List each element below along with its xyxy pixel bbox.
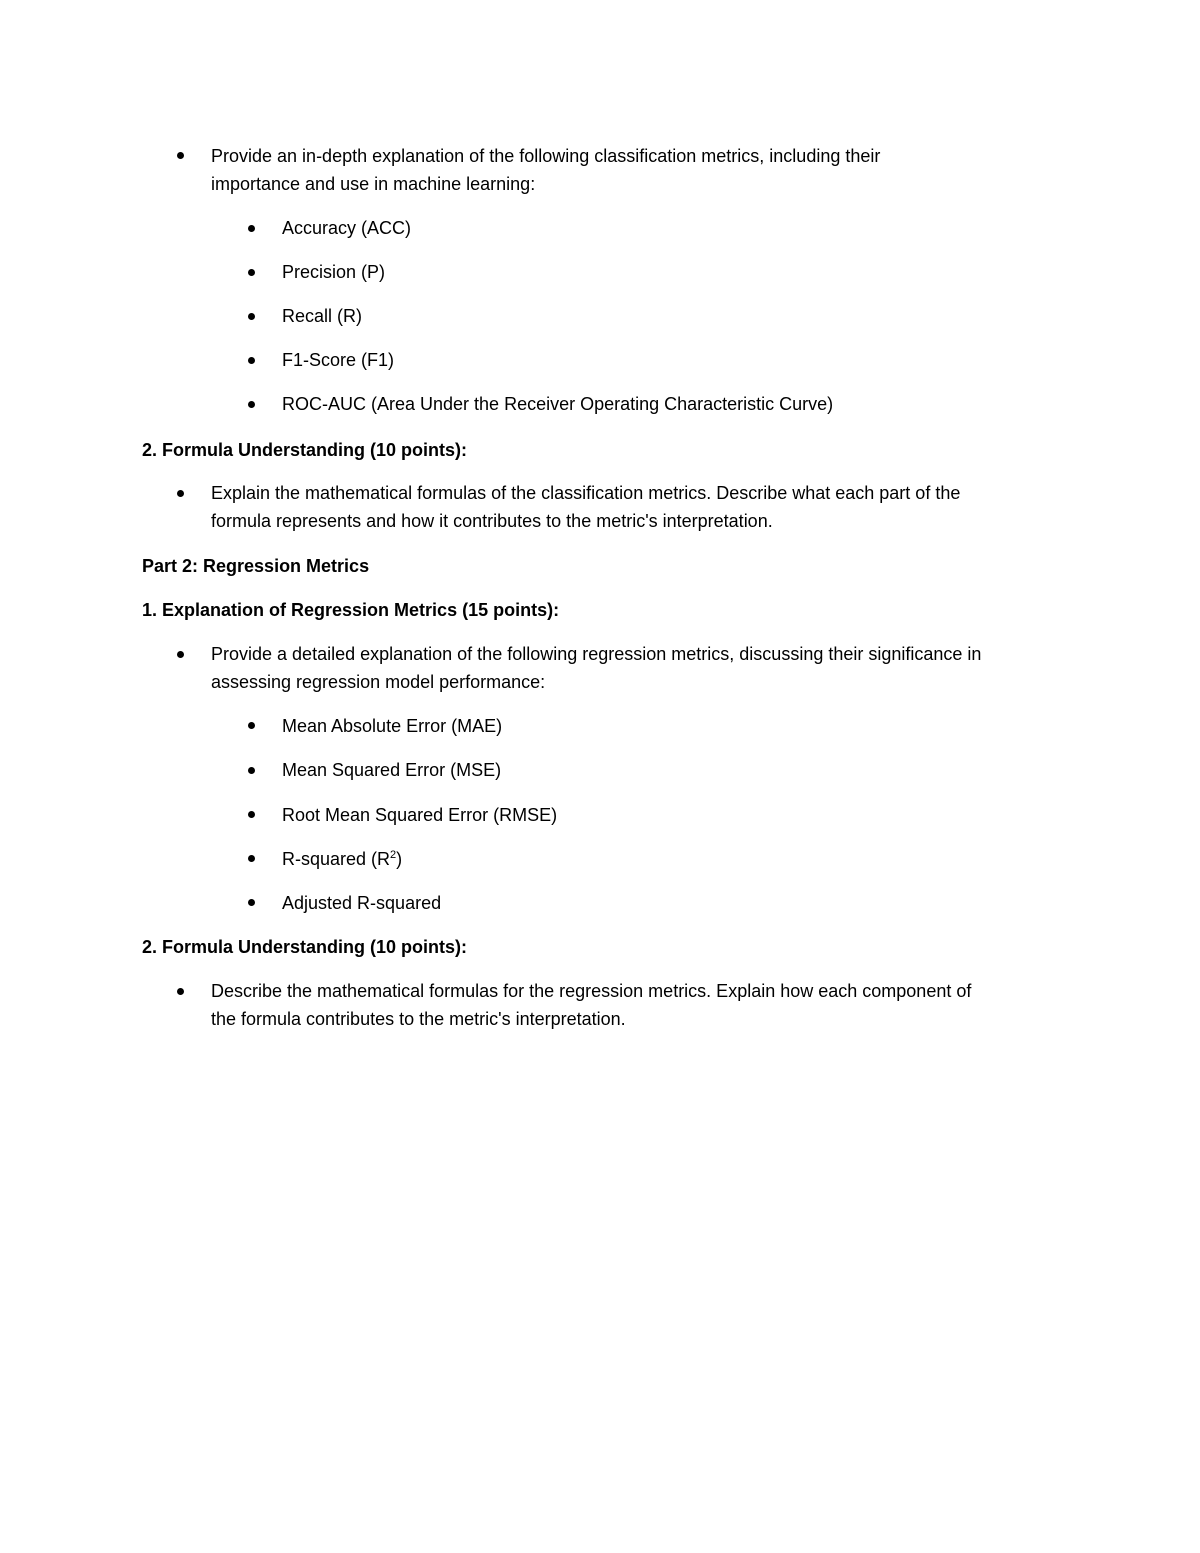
bullet-icon [177,152,184,159]
bullet-icon [177,988,184,995]
r-squared-label: R-squared (R [282,849,391,869]
bullet-icon [177,490,184,497]
formula-2-line-1: Describe the mathematical formulas for the regression metrics. Explain how each component of [211,981,972,1001]
bullet-icon [248,722,255,729]
formula-understanding-heading-2: 2. Formula Understanding (10 points): [142,937,468,957]
r-squared-close: ) [396,849,403,869]
bullet-icon [248,313,255,320]
bullet-icon [248,269,255,276]
formula-understanding-heading-1: 2. Formula Understanding (10 points): [142,440,468,460]
classification-intro-line-1: Provide an in-depth explanation of the following classification metrics, including their [211,146,881,166]
metric-mae: Mean Absolute Error (MAE) [282,716,503,736]
bullet-icon [248,401,255,408]
part2-heading: Part 2: Regression Metrics [142,556,370,576]
formula-1-line-2: formula represents and how it contributes to the metric's interpretation. [211,511,773,531]
metric-rmse: Root Mean Squared Error (RMSE) [282,805,558,825]
bullet-icon [248,767,255,774]
metric-precision: Precision (P) [282,262,386,282]
metric-mse: Mean Squared Error (MSE) [282,760,502,780]
metric-recall: Recall (R) [282,306,363,326]
metric-f1-score: F1-Score (F1) [282,350,395,370]
metric-accuracy: Accuracy (ACC) [282,218,412,238]
bullet-icon [248,855,255,862]
classification-intro-line-2: importance and use in machine learning: [211,174,536,194]
formula-2-line-2: the formula contributes to the metric's interpretation. [211,1009,626,1029]
formula-1-line-1: Explain the mathematical formulas of the classification metrics. Describe what each part of the [211,483,961,503]
bullet-icon [177,651,184,658]
regression-explanation-heading: 1. Explanation of Regression Metrics (15 points): [142,600,560,620]
bullet-icon [248,357,255,364]
metric-roc-auc: ROC-AUC (Area Under the Receiver Operating Characteristic Curve) [282,394,834,414]
regression-intro-line-2: assessing regression model performance: [211,672,546,692]
bullet-icon [248,899,255,906]
metric-r-squared [282,845,402,873]
bullet-icon [248,225,255,232]
regression-intro-line-1: Provide a detailed explanation of the following regression metrics, discussing their significance in [211,644,982,664]
r-squared-exponent: 2 [390,849,397,861]
metric-adjusted-r-squared: Adjusted R-squared [282,893,442,913]
bullet-icon [248,811,255,818]
